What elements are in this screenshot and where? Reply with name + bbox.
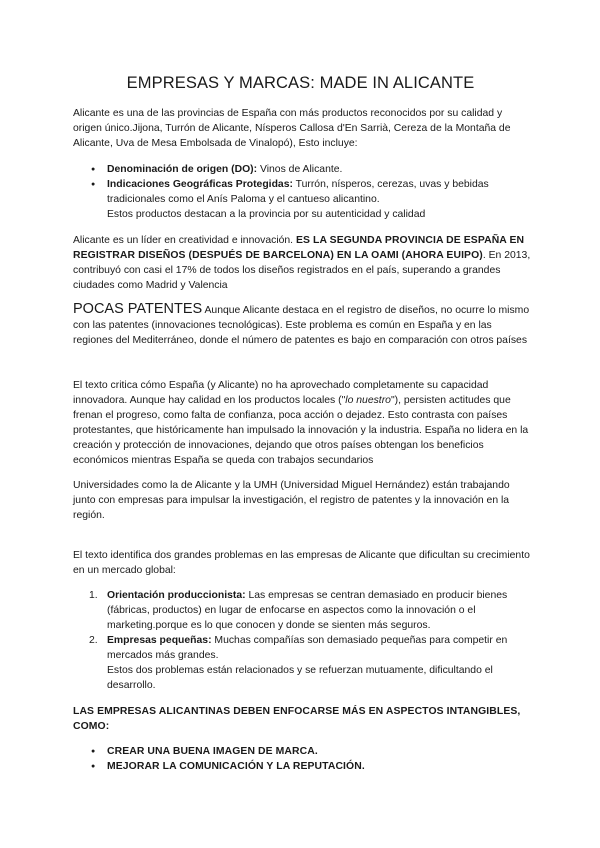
- universities-paragraph: Universidades como la de Alicante y la UMH (Universidad Miguel Hernández) están trabajando junto con empresas para impulsar la investigación, el registro de patentes y la innovación en la región.: [73, 480, 510, 521]
- list-item: 2. Empresas pequeñas: Muchas compañías son demasiado pequeñas para competir en mercados más grandes. Estos dos problemas están relacionados y se refuerzan mutuamente, dificultando el desarrollo.: [89, 635, 508, 691]
- patents-heading: POCAS PATENTES: [73, 301, 203, 317]
- intangibles-heading: LAS EMPRESAS ALICANTINAS DEBEN ENFOCARSE MÁS EN ASPECTOS INTANGIBLES, COMO:: [73, 706, 521, 732]
- problems-list: [89, 588, 531, 693]
- list-item: ● Indicaciones Geográficas Protegidas: Turrón, nísperos, cerezas, uvas y bebidas tradicionales como el Anís Paloma y el cantueso alicantino. Estos productos destacan a la provincia por su autenticidad y calidad: [107, 177, 531, 222]
- design-paragraph: Alicante es un líder en creatividad e innovación. ES LA SEGUNDA PROVINCIA DE ESPAÑA EN REGISTRAR DISEÑOS (DESPUÉS DE BARCELONA) EN LA OAMI (AHORA EUIPO). En 2013, contribuyó con casi el 17% de todos los diseños registrados en el país, superando a grandes ciudades como Madrid y Valencia: [73, 235, 531, 291]
- patents-paragraph: POCAS PATENTES Aunque Alicante destaca en el registro de diseños, no ocurre lo mismo con las patentes (innovaciones tecnológicas). Este problema es común en España y en las regiones del Mediterráneo, donde el número de patentes es bajo en comparación con otros países: [73, 301, 530, 346]
- list-item: 1. Orientación produccionista: Las empresas se centran demasiado en producir bienes (fábricas, productos) en lugar de enfocarse en aspectos como la innovación o el marketing.porque es lo que conocen y donde se sienten más seguros.: [89, 590, 508, 631]
- intro-paragraph: Alicante es una de las provincias de España con más productos reconocidos por su calidad y origen único.Jijona, Turrón de Alicante, Nísperos Callosa d'En Sarrià, Cereza de la Montaña de Alicante, Uva de Mesa Embolsada de Vinalopó), Esto incluye:: [73, 108, 511, 149]
- page-title: EMPRESAS Y MARCAS: MADE IN ALICANTE: [126, 74, 475, 92]
- intangibles-list: [107, 744, 531, 774]
- list-item: ● CREAR UNA BUENA IMAGEN DE MARCA.: [107, 744, 531, 759]
- critique-paragraph: El texto critica cómo España (y Alicante) no ha aprovechado completamente su capacidad innovadora. Aunque hay calidad en los productos locales ("lo nuestro"), persisten actitudes que frenan el progreso, como falta de confianza, poca acción o dejadez. Esto contrasta con países protestantes, que históricamente han impulsado la innovación y la industria. España no lidera en la creación y protección de innovaciones, dejando que otros países obtengan los beneficios económicos mientras España se queda con trabajos secundarios: [73, 380, 529, 466]
- problems-intro: El texto identifica dos grandes problemas en las empresas de Alicante que dificultan su crecimiento en un mercado global:: [73, 550, 530, 576]
- list-item: ● Denominación de origen (DO): Vinos de Alicante.: [107, 162, 531, 177]
- origin-list: [107, 162, 531, 222]
- list-item: ● MEJORAR LA COMUNICACIÓN Y LA REPUTACIÓN.: [107, 759, 531, 774]
